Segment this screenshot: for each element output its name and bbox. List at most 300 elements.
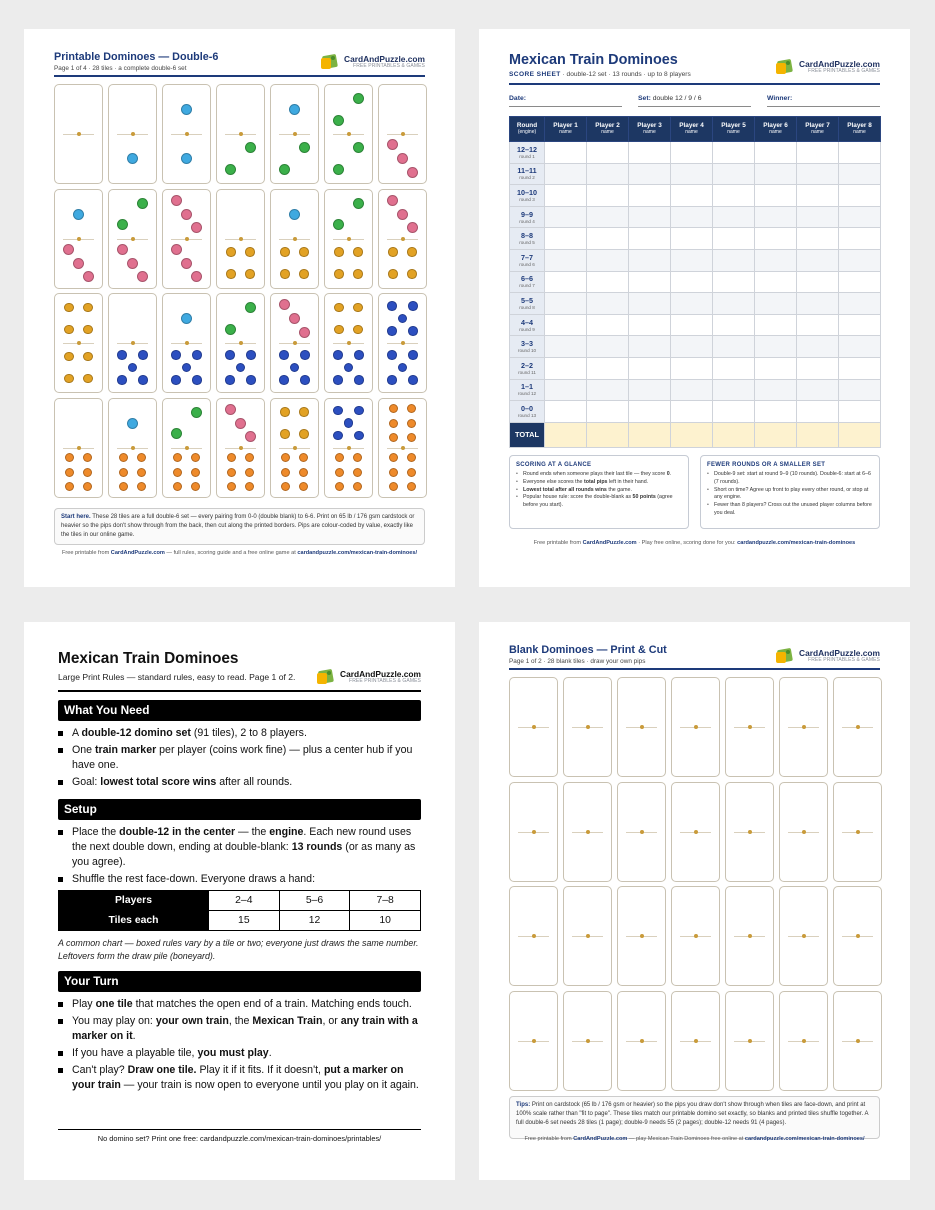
score-cell[interactable] <box>587 271 629 293</box>
score-cell[interactable] <box>713 185 755 207</box>
score-cell[interactable] <box>839 357 881 379</box>
pip <box>398 314 408 324</box>
domino-tile <box>725 886 774 986</box>
center-nail <box>77 446 81 450</box>
domino-tile <box>162 84 211 184</box>
brand-name: CardAndPuzzle.com <box>799 647 880 658</box>
round-engine: 0–0 <box>521 403 533 413</box>
total-cell[interactable] <box>839 422 881 447</box>
scoring-item <box>516 494 682 510</box>
round-cell <box>510 206 545 228</box>
player-name-sub: name <box>727 129 740 135</box>
pip <box>191 271 202 282</box>
score-cell[interactable] <box>797 314 839 336</box>
tile-top-half <box>163 85 210 134</box>
score-cell[interactable] <box>545 293 587 315</box>
pip <box>299 453 308 462</box>
center-nail <box>640 725 644 729</box>
score-cell[interactable] <box>545 249 587 271</box>
pip <box>407 453 416 462</box>
players-row <box>59 891 421 911</box>
page-score-sheet <box>479 29 910 587</box>
score-cell[interactable] <box>797 293 839 315</box>
rule-emphasis: engine <box>269 826 304 838</box>
round-number: round 2 <box>519 175 535 181</box>
item-text: Round ends when someone plays their last tile — they score <box>523 471 667 477</box>
tiles-per-player-table <box>58 890 421 931</box>
score-cell[interactable] <box>755 206 797 228</box>
center-nail <box>239 446 243 450</box>
domino-tile <box>108 398 157 498</box>
score-cell[interactable] <box>545 314 587 336</box>
total-cell[interactable] <box>713 422 755 447</box>
pip <box>398 363 408 373</box>
fewer-rounds-box <box>700 455 880 529</box>
players-cell: 2–4 <box>209 891 280 911</box>
rule-text: Play it if it fits. If it doesn't, <box>196 1064 324 1076</box>
score-cell[interactable] <box>839 336 881 358</box>
score-cell[interactable] <box>587 249 629 271</box>
date-field[interactable] <box>509 95 622 107</box>
page-subtitle: Large Print Rules — standard rules, easy to read. Page 1 of 2. <box>58 672 296 682</box>
header-rule <box>54 75 425 77</box>
pip <box>387 195 398 206</box>
score-cell[interactable] <box>839 142 881 164</box>
total-cell[interactable] <box>755 422 797 447</box>
score-cell[interactable] <box>755 271 797 293</box>
tile-bottom-half <box>109 448 156 497</box>
score-cell[interactable] <box>671 293 713 315</box>
pip <box>334 325 344 335</box>
footer-url-link[interactable]: cardandpuzzle.com/mexican-train-dominoes <box>737 540 856 546</box>
domino-tile <box>563 677 612 777</box>
score-cell[interactable] <box>755 228 797 250</box>
tile-bottom-half <box>325 343 372 392</box>
pip <box>225 324 236 335</box>
center-nail <box>347 237 351 241</box>
round-column-header <box>510 117 545 142</box>
score-cell[interactable] <box>545 401 587 423</box>
player-name: Player 5 <box>721 122 746 129</box>
center-nail <box>586 725 590 729</box>
center-nail <box>131 237 135 241</box>
pip <box>83 352 93 362</box>
domino-tile <box>509 886 558 986</box>
score-cell[interactable] <box>545 271 587 293</box>
pip <box>334 303 344 313</box>
score-cell[interactable] <box>839 271 881 293</box>
score-cell[interactable] <box>671 357 713 379</box>
footer-text: Free printable from <box>61 550 111 556</box>
center-nail <box>239 237 243 241</box>
score-cell[interactable] <box>797 379 839 401</box>
rule-emphasis: Draw one tile. <box>127 1064 197 1076</box>
pip <box>280 429 290 439</box>
pip <box>127 418 138 429</box>
score-cell[interactable] <box>545 379 587 401</box>
rule-text: (91 tiles), 2 to 8 players. <box>190 727 307 739</box>
round-engine: 11–11 <box>517 166 537 176</box>
page-footer <box>24 550 455 556</box>
player-name: Player 6 <box>763 122 788 129</box>
score-cell[interactable] <box>671 379 713 401</box>
pip <box>245 482 254 491</box>
score-cell[interactable] <box>545 357 587 379</box>
domino-tile <box>108 84 157 184</box>
score-cell[interactable] <box>797 228 839 250</box>
score-cell[interactable] <box>671 314 713 336</box>
brand-name: CardAndPuzzle.com <box>344 53 425 64</box>
score-cell[interactable] <box>587 228 629 250</box>
score-cell[interactable] <box>839 249 881 271</box>
score-cell[interactable] <box>755 249 797 271</box>
pip <box>344 363 354 373</box>
score-cell[interactable] <box>713 163 755 185</box>
score-cell[interactable] <box>713 293 755 315</box>
score-cell[interactable] <box>587 379 629 401</box>
pip <box>407 222 418 233</box>
domino-tile <box>54 398 103 498</box>
round-cell <box>510 185 545 207</box>
score-cell[interactable] <box>713 401 755 423</box>
pip <box>73 258 84 269</box>
score-cell[interactable] <box>671 249 713 271</box>
tile-top-half <box>325 190 372 239</box>
score-cell[interactable] <box>713 271 755 293</box>
footer-brand-link[interactable]: CardAndPuzzle.com <box>573 1136 628 1142</box>
pip <box>281 453 290 462</box>
score-cell[interactable] <box>839 228 881 250</box>
center-nail <box>856 830 860 834</box>
score-cell[interactable] <box>629 357 671 379</box>
score-cell[interactable] <box>629 401 671 423</box>
page-title: Mexican Train Dominoes <box>58 650 239 667</box>
tile-top-half <box>109 190 156 239</box>
score-cell[interactable] <box>587 293 629 315</box>
section-setup: Setup <box>58 799 421 820</box>
score-cell[interactable] <box>755 336 797 358</box>
score-cell[interactable] <box>713 228 755 250</box>
tiles-cell: 10 <box>350 911 421 931</box>
pip <box>353 198 364 209</box>
pip <box>83 453 92 462</box>
pip <box>387 375 397 385</box>
pip <box>227 482 236 491</box>
pip <box>226 269 236 279</box>
round-number: round 13 <box>517 412 537 418</box>
start-here-note <box>54 508 425 545</box>
domino-tile <box>54 293 103 393</box>
pip <box>65 482 74 491</box>
pip <box>279 350 289 360</box>
score-row <box>510 142 881 164</box>
tile-bottom-half <box>379 343 426 392</box>
score-cell[interactable] <box>671 336 713 358</box>
pip <box>290 363 300 373</box>
score-cell[interactable] <box>755 314 797 336</box>
tile-top-half <box>271 294 318 343</box>
pip <box>171 195 182 206</box>
domino-tile <box>779 991 828 1091</box>
pip <box>407 433 416 442</box>
score-cell[interactable] <box>797 163 839 185</box>
pip <box>335 453 344 462</box>
score-cell[interactable] <box>545 228 587 250</box>
pip <box>334 269 344 279</box>
footer-url-link[interactable]: cardandpuzzle.com/mexican-train-dominoes/ <box>297 550 418 556</box>
score-cell[interactable] <box>671 271 713 293</box>
tile-bottom-half <box>55 134 102 183</box>
pip <box>245 247 255 257</box>
score-cell[interactable] <box>755 142 797 164</box>
pip <box>387 301 397 311</box>
score-cell[interactable] <box>713 249 755 271</box>
total-cell[interactable] <box>545 422 587 447</box>
pip <box>137 468 146 477</box>
pip <box>289 209 300 220</box>
score-cell[interactable] <box>629 314 671 336</box>
domino-tile <box>216 398 265 498</box>
score-cell[interactable] <box>713 357 755 379</box>
score-cell[interactable] <box>713 142 755 164</box>
domino-tile <box>509 782 558 882</box>
score-cell[interactable] <box>671 185 713 207</box>
tile-top-half <box>325 294 372 343</box>
center-nail <box>748 934 752 938</box>
tile-bottom-half <box>325 448 372 497</box>
score-cell[interactable] <box>671 142 713 164</box>
score-cell[interactable] <box>713 379 755 401</box>
pip <box>333 164 344 175</box>
score-cell[interactable] <box>797 185 839 207</box>
score-cell[interactable] <box>839 185 881 207</box>
score-cell[interactable] <box>629 206 671 228</box>
score-cell[interactable] <box>629 228 671 250</box>
score-cell[interactable] <box>839 401 881 423</box>
rule-emphasis: double-12 in the center <box>119 826 236 838</box>
player-column-header <box>797 117 839 142</box>
set-field[interactable] <box>638 95 751 107</box>
pip <box>407 404 416 413</box>
turn-item <box>58 997 421 1012</box>
round-engine: 9–9 <box>521 209 533 219</box>
total-cell[interactable] <box>797 422 839 447</box>
pip <box>117 375 127 385</box>
header-rule <box>509 83 880 85</box>
score-cell[interactable] <box>755 379 797 401</box>
pip <box>181 313 192 324</box>
domino-tile <box>270 84 319 184</box>
center-nail <box>532 1039 536 1043</box>
brand-tagline: FREE PRINTABLES & GAMES <box>353 63 425 70</box>
score-cell[interactable] <box>629 142 671 164</box>
center-nail <box>77 132 81 136</box>
score-cell[interactable] <box>839 163 881 185</box>
player-name: Player 2 <box>595 122 620 129</box>
score-cell[interactable] <box>713 206 755 228</box>
round-engine: 4–4 <box>521 317 533 327</box>
score-cell[interactable] <box>545 142 587 164</box>
pip <box>192 350 202 360</box>
tile-top-half <box>163 190 210 239</box>
score-cell[interactable] <box>587 401 629 423</box>
total-label: TOTAL <box>510 422 545 447</box>
tile-top-half <box>217 85 264 134</box>
section-what-you-need: What You Need <box>58 700 421 721</box>
round-header-label: Round <box>516 122 538 129</box>
tile-top-half <box>163 294 210 343</box>
score-cell[interactable] <box>839 379 881 401</box>
score-cell[interactable] <box>755 357 797 379</box>
rule-text: Can't play? <box>72 1064 128 1076</box>
tile-top-half <box>271 190 318 239</box>
tile-bottom-half <box>379 134 426 183</box>
turn-item <box>58 1046 421 1061</box>
score-cell[interactable] <box>797 357 839 379</box>
pip <box>333 431 343 441</box>
footer-brand-link[interactable]: CardAndPuzzle.com <box>110 550 165 556</box>
score-cell[interactable] <box>587 314 629 336</box>
pip <box>387 139 398 150</box>
winner-field[interactable] <box>767 95 880 107</box>
pip <box>171 244 182 255</box>
pip <box>245 269 255 279</box>
center-nail <box>185 132 189 136</box>
score-cell[interactable] <box>671 401 713 423</box>
score-cell[interactable] <box>755 185 797 207</box>
center-nail <box>401 132 405 136</box>
score-cell[interactable] <box>587 336 629 358</box>
rule-text: , or <box>322 1015 341 1027</box>
score-cell[interactable] <box>629 249 671 271</box>
score-cell[interactable] <box>755 293 797 315</box>
total-cell[interactable] <box>629 422 671 447</box>
fewer-rounds-item: • Double-9 set: start at round 9–9 (10 rounds). Double-6: start at 6–6 (7 rounds). <box>707 471 873 487</box>
rule-text: You may play on: <box>72 1015 156 1027</box>
score-row <box>510 314 881 336</box>
pip <box>279 164 290 175</box>
total-cell[interactable] <box>671 422 713 447</box>
tile-top-half <box>217 294 264 343</box>
score-cell[interactable] <box>755 163 797 185</box>
score-row <box>510 228 881 250</box>
score-cell[interactable] <box>797 336 839 358</box>
item-text: Popular house rule: score the double-blank as <box>523 494 633 501</box>
score-cell[interactable] <box>797 271 839 293</box>
score-cell[interactable] <box>587 163 629 185</box>
total-cell[interactable] <box>587 422 629 447</box>
score-cell[interactable] <box>713 336 755 358</box>
score-cell[interactable] <box>797 249 839 271</box>
score-cell[interactable] <box>839 293 881 315</box>
score-row <box>510 271 881 293</box>
score-cell[interactable] <box>839 206 881 228</box>
score-cell[interactable] <box>713 314 755 336</box>
center-nail <box>185 341 189 345</box>
brand-logo <box>316 668 421 686</box>
pip <box>225 375 235 385</box>
pip <box>299 407 309 417</box>
note-text: These 28 tiles are a full double-6 set — every pairing from 0-0 (double blank) to 6-6. Print on 65 lb / 176 gsm cardstock or heavier so the pips don't show through from the back, then cut along the printed borders. Pips are colour-coded by value, exactly like the tiles in our online game. <box>61 514 415 538</box>
center-nail <box>293 341 297 345</box>
rule-emphasis: any train with a marker on it <box>72 1015 418 1042</box>
score-row <box>510 293 881 315</box>
pip <box>388 247 398 257</box>
tile-top-half <box>217 190 264 239</box>
player-name-sub: name <box>685 129 698 135</box>
domino-tile <box>162 398 211 498</box>
rule-emphasis: put a marker on your train <box>72 1064 404 1091</box>
score-cell[interactable] <box>545 163 587 185</box>
round-engine: 2–2 <box>521 360 533 370</box>
page-subtitle: Page 1 of 2 · 28 blank tiles · draw your own pips <box>509 658 646 665</box>
score-cell[interactable] <box>629 163 671 185</box>
score-cell[interactable] <box>545 185 587 207</box>
footer-text: Free printable from <box>533 540 583 546</box>
score-cell[interactable] <box>797 401 839 423</box>
pip <box>408 375 418 385</box>
score-row <box>510 185 881 207</box>
score-cell[interactable] <box>545 336 587 358</box>
score-cell[interactable] <box>797 206 839 228</box>
pip <box>236 363 246 373</box>
rule-text: . Each new round uses the next double down, ending at double-blank: <box>72 826 412 853</box>
set-label: Set: <box>638 95 651 102</box>
puzzle-icon <box>775 647 795 665</box>
tile-bottom-half <box>217 343 264 392</box>
score-cell[interactable] <box>839 314 881 336</box>
score-cell[interactable] <box>629 271 671 293</box>
score-table <box>509 116 881 448</box>
brand-logo <box>775 58 880 76</box>
tiles-header: Tiles each <box>59 911 209 931</box>
score-cell[interactable] <box>671 206 713 228</box>
score-cell[interactable] <box>587 185 629 207</box>
domino-tile <box>563 782 612 882</box>
center-nail <box>802 830 806 834</box>
pip <box>171 375 181 385</box>
tile-bottom-half <box>163 239 210 288</box>
domino-tile <box>617 782 666 882</box>
score-cell[interactable] <box>755 401 797 423</box>
score-cell[interactable] <box>587 206 629 228</box>
footer-url-link[interactable]: cardandpuzzle.com/mexican-train-dominoes/ <box>744 1136 865 1142</box>
score-cell[interactable] <box>587 357 629 379</box>
pip <box>226 247 236 257</box>
domino-tile <box>54 189 103 289</box>
player-name: Player 1 <box>553 122 578 129</box>
score-cell[interactable] <box>545 206 587 228</box>
tiles-cell: 12 <box>279 911 350 931</box>
pip <box>245 142 256 153</box>
footer-brand-link[interactable]: CardAndPuzzle.com <box>582 540 637 546</box>
tile-bottom-half <box>55 343 102 392</box>
pip <box>246 350 256 360</box>
pip <box>333 375 343 385</box>
pip <box>173 482 182 491</box>
tile-top-half <box>271 85 318 134</box>
score-cell[interactable] <box>671 163 713 185</box>
score-cell[interactable] <box>797 142 839 164</box>
score-cell[interactable] <box>629 293 671 315</box>
score-cell[interactable] <box>629 185 671 207</box>
score-cell[interactable] <box>587 142 629 164</box>
score-cell[interactable] <box>671 228 713 250</box>
footer-text: · Play free online, scoring done for you: <box>636 540 738 546</box>
score-cell[interactable] <box>629 379 671 401</box>
item-text: Everyone else scores the <box>523 478 584 485</box>
score-cell[interactable] <box>629 336 671 358</box>
